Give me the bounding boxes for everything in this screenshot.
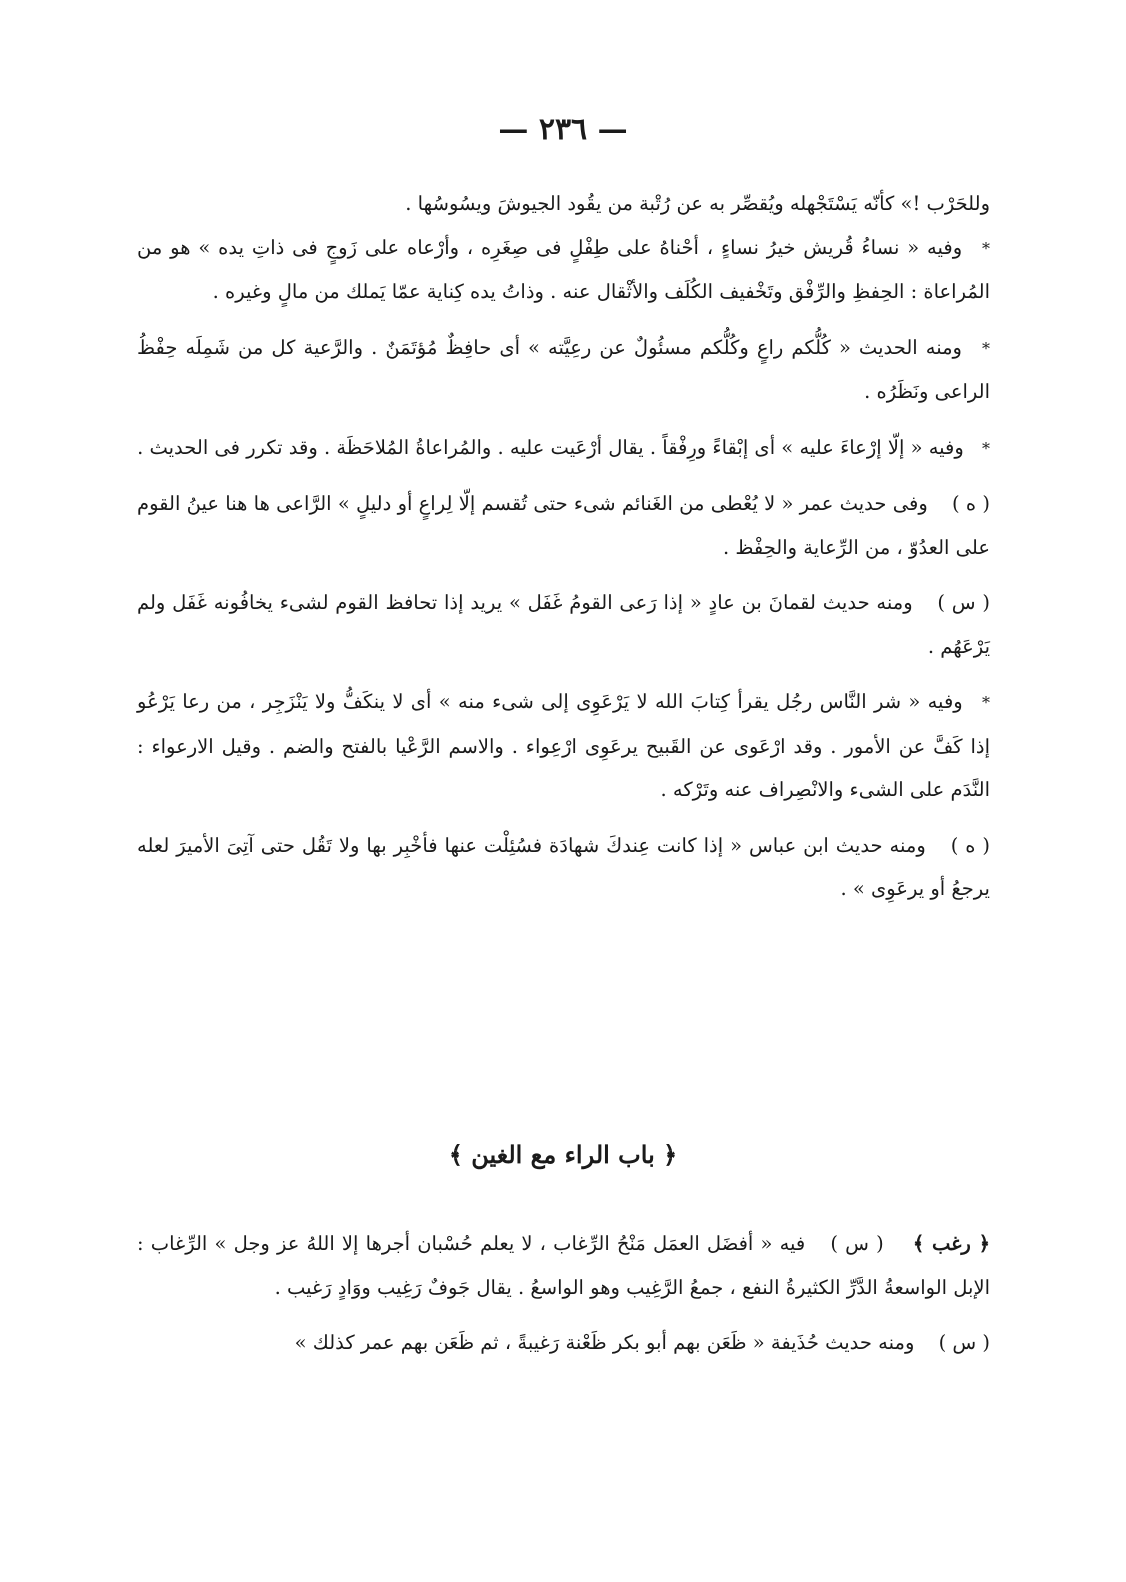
paragraph-marker: ( س ) (937, 591, 990, 614)
entry-paragraph-1 (137, 1222, 990, 1309)
paragraph-marker: * (982, 338, 990, 358)
paragraph-5 (137, 482, 990, 569)
paragraph-4 (137, 426, 990, 471)
paragraph-text: ومنه حديث ابن عباس « إذا كانت عِندكَ شهادَة فسُئِلْت عنها فأخْبِر بها ولا تَقُل حتى آتِىَ الأميرَ لعله يرجعُ أو يرعَوِى » . (137, 833, 990, 900)
paragraph-7 (137, 680, 990, 812)
paragraph-text: وفيه « نساءُ قُريش خيرُ نساءٍ ، أحْناهُ على طِفْلٍ فى صِغَرِه ، وأرْعاه على زَوجٍ فى ذاتِ يده » هو من المُراعاة : الحِفظِ والرِّفْق وتَخْفيف الكُلَف والأثْقال عنه . وذاتُ يده كِناية عمّا يَملك من مالٍ وغيره . (137, 235, 990, 303)
paragraph-marker: * (982, 693, 990, 712)
paragraph-marker: ( س ) (938, 1331, 990, 1354)
paragraph-marker: ( ه ) (952, 492, 990, 515)
paragraph-marker: ( س ) (830, 1232, 884, 1255)
paragraph-text: ومنه الحديث « كُلُّكم راعٍ وكُلُّكم مسئُولٌ عن رعِيَّته » أى حافِظٌ مُؤتَمَنٌ . والرَّعية كل من شَمِلَه حِفْظُ الراعى ونَظَرُه . (137, 335, 990, 403)
paragraph-text: ومنه حديث لقمانَ بن عادٍ « إذا رَعى القومُ غَفَل » يريد إذا تحافظ القوم لشىء يخافُونه غَفَل ولم يَرْعَهُم . (137, 591, 990, 658)
paragraph-text: وفيه « شر النَّاس رجُل يقرأ كِتابَ الله لا يَرْعَوِى إلى شىء منه » أى لا ينكَفُّ ولا يَنْزَجِر ، من رعا يَرْعُو إذا كَفَّ عن الأمور . وقد ارْعَوى عن القَبيح يرعَوِى ارْعِواء . والاسم الرَّعْيا بالفتح والضم . وقيل الارعواء : النَّدَم على الشىء والانْصِراف عنه وتَرْكه . (137, 690, 990, 801)
paragraph-2 (137, 226, 990, 314)
paragraph-6 (137, 581, 990, 668)
paragraph-text: وفى حديث عمر « لا يُعْطى من الغَنائم شىء حتى تُقسم إلّا لِراعٍ أو دليلٍ » الرَّاعى ها هنا عينُ القوم على العدُوّ ، من الرِّعاية والحِفْظ . (137, 492, 990, 559)
paragraph-text: ومنه حديث حُذَيفة « ظَعَن بهم أبو بكر ظَعْنة رَغيبةً ، ثم ظَعَن بهم عمر كذلك » (294, 1331, 915, 1354)
paragraph-1 (137, 182, 990, 226)
paragraph-text: وللحَرْب !» كأنّه يَسْتَجْهله ويُقصِّر به عن رُتْبة من يقُود الجيوشَ ويسُوسُها . (405, 192, 990, 215)
entry-keyword: ﴿ رغب ﴾ (912, 1232, 990, 1255)
page-number: — ٢٣٦ — (498, 112, 628, 147)
paragraph-marker: ( ه ) (950, 833, 990, 857)
paragraph-8 (137, 824, 990, 911)
paragraph-marker: * (982, 438, 990, 458)
entry-paragraph-2 (137, 1321, 990, 1365)
body-text-2 (137, 1222, 990, 1377)
section-heading: ﴿ باب الراء مع الغين ﴾ (448, 1140, 678, 1169)
paragraph-text: فيه « أفضَل العمَل مَنْحُ الرِّغاب ، لا يعلم حُسْبان أجرها إلا اللهُ عز وجل » الرِّغاب : الإبل الواسعةُ الدَّرِّ الكثيرةُ النفع ، جمعُ الرَّغِيب وهو الواسعُ . يقال جَوفٌ رَغِيب ووَادٍ رَغيب . (137, 1232, 990, 1299)
paragraph-marker: * (982, 238, 990, 258)
paragraph-text: وفيه « إلّا إرْعاءَ عليه » أى إبْقاءً ورِفْقاً . يقال أرْعَيت عليه . والمُراعاةُ المُلاحَظَة . وقد تكرر فى الحديث . (137, 435, 964, 459)
body-text (137, 182, 990, 923)
paragraph-3 (137, 326, 990, 414)
